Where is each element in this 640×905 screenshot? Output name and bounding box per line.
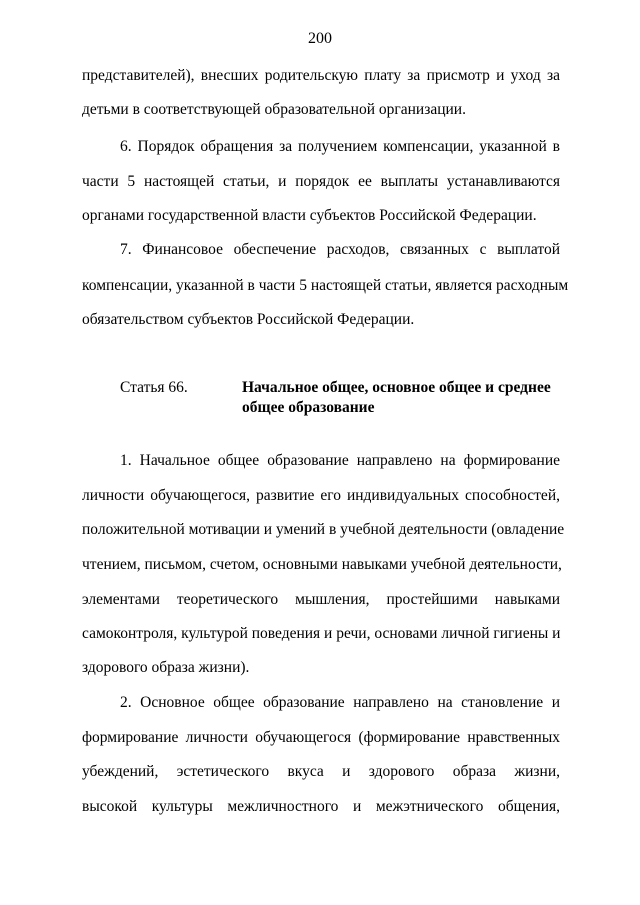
paragraph-line: элементами теоретического мышления, простейшими навыками [82,591,560,608]
paragraph-line: формирование личности обучающегося (формирование нравственных [82,729,560,746]
paragraph-line: здорового образа жизни). [82,659,250,676]
paragraph-line: высокой культуры межличностного и межэтнического общения, [82,798,560,815]
paragraph-line: компенсации, указанной в части 5 настоящей статьи, является расходным [82,277,569,294]
page-number: 200 [308,30,332,47]
paragraph-line: личности обучающегося, развитие его индивидуальных способностей, [82,487,560,504]
paragraph-line: 1. Начальное общее образование направлено на формирование [120,452,560,469]
paragraph-line: чтением, письмом, счетом, основными навыками учебной деятельности, [82,556,562,573]
paragraph-line: части 5 настоящей статьи, и порядок ее выплаты устанавливаются [82,173,560,190]
paragraph-line: 2. Основное общее образование направлено на становление и [120,694,560,711]
article-title-line: общее образование [242,399,375,416]
article-title-line: Начальное общее, основное общее и среднее [242,379,551,396]
paragraph-line: 6. Порядок обращения за получением компенсации, указанной в [120,138,560,155]
paragraph-line: 7. Финансовое обеспечение расходов, связанных с выплатой [120,241,560,258]
paragraph-line: самоконтроля, культурой поведения и речи, основами личной гигиены и [82,625,561,642]
paragraph-line: убеждений, эстетического вкуса и здорового образа жизни, [82,763,560,780]
paragraph-line: положительной мотивации и умений в учебной деятельности (овладение [82,521,565,538]
paragraph-line: органами государственной власти субъектов Российской Федерации. [82,207,537,224]
paragraph-line: представителей), внесших родительскую плату за присмотр и уход за [82,67,560,84]
paragraph-line: обязательством субъектов Российской Федерации. [82,311,415,328]
article-label: Статья 66. [120,379,188,396]
paragraph-line: детьми в соответствующей образовательной организации. [82,101,466,118]
